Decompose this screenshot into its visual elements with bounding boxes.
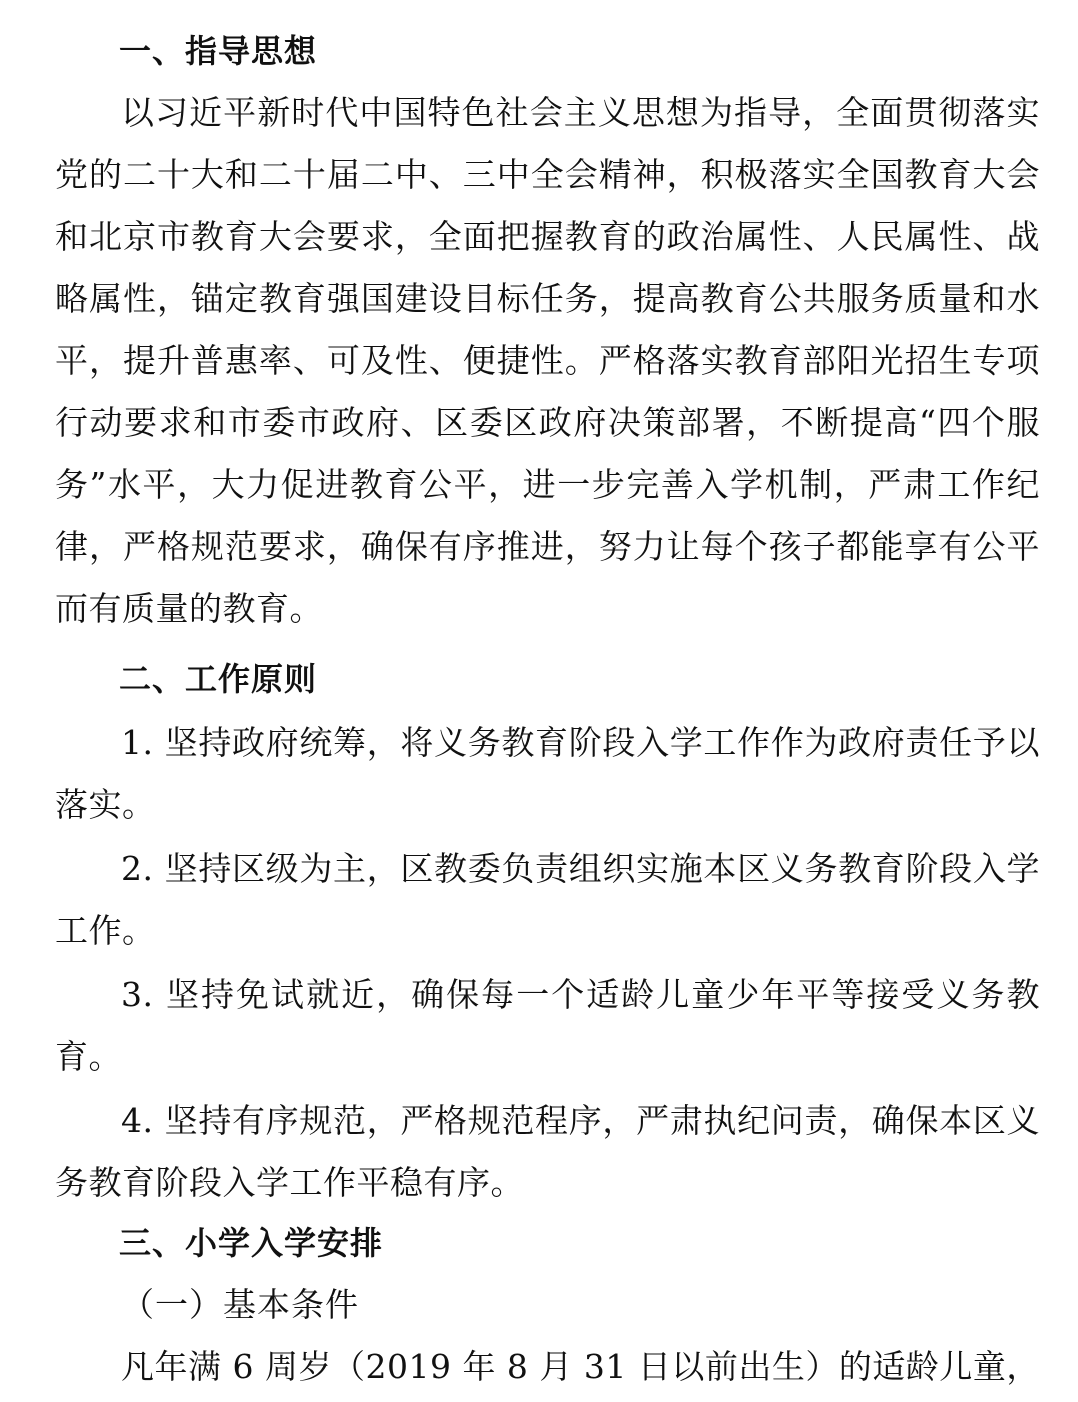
principle-item-2: 2. 坚持区级为主，区教委负责组织实施本区义务教育阶段入学工作。: [55, 849, 1040, 950]
section-heading-work-principles: 二、工作原则: [119, 660, 318, 698]
subheading-basic-conditions: （一）基本条件: [121, 1285, 359, 1324]
principle-item-4: 4. 坚持有序规范，严格规范程序，严肃执纪问责，确保本区义务教育阶段入学工作平稳有序。: [55, 1101, 1040, 1202]
principle-item-3: 3. 坚持免试就近，确保每一个适龄儿童少年平等接受义务教育。: [55, 975, 1040, 1076]
principle-item-1: 1. 坚持政府统筹，将义务教育阶段入学工作作为政府责任予以落实。: [55, 723, 1040, 824]
paragraph-basic-conditions: 凡年满 6 周岁（2019 年 8 月 31 日以前出生）的适龄儿童，: [121, 1347, 1040, 1386]
section-heading-primary-admission: 三、小学入学安排: [119, 1224, 384, 1262]
paragraph-guiding-ideology: 以习近平新时代中国特色社会主义思想为指导，全面贯彻落实党的二十大和二十届二中、三中全会精神，积极落实全国教育大会和北京市教育大会要求，全面把握教育的政治属性、人民属性、战略属性，锚定教育强国建设目标任务，提高教育公共服务质量和水平，提升普惠率、可及性、便捷性。严格落实教育部阳光招生专项行动要求和市委市政府、区委区政府决策部署，不断提高“四个服务”水平，大力促进教育公平，进一步完善入学机制，严肃工作纪律，严格规范要求，确保有序推进，努力让每个孩子都能享有公平而有质量的教育。: [55, 93, 1040, 628]
section-heading-guiding-ideology: 一、指导思想: [119, 32, 318, 70]
